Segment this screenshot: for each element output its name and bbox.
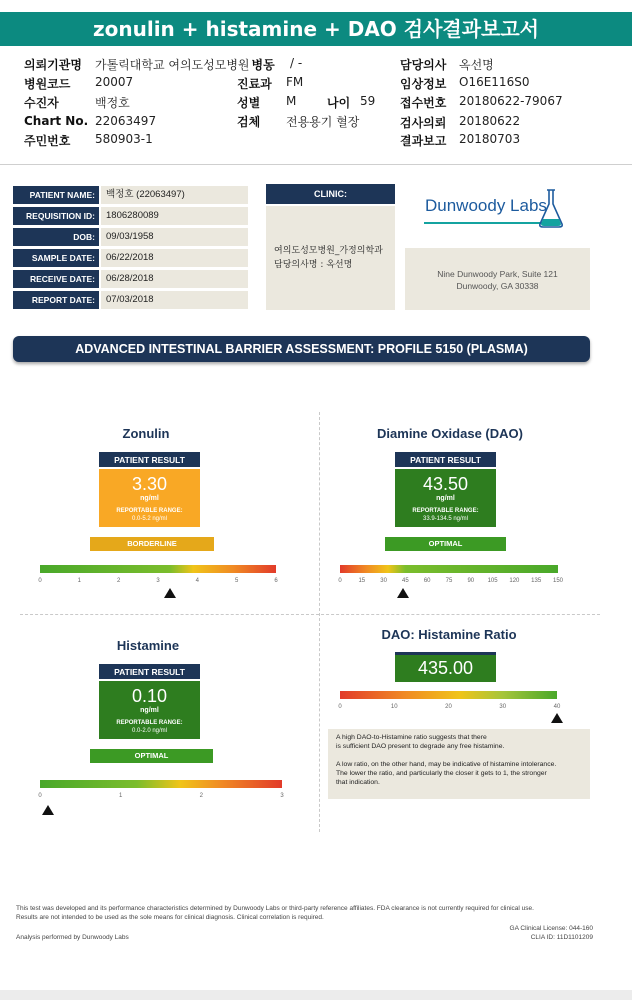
header-label: 검사의뢰 [400, 116, 447, 130]
dao-result-marker [397, 588, 409, 598]
dao-tick-label: 90 [467, 578, 475, 584]
sample-date-label: SAMPLE DATE: [13, 249, 99, 267]
zonulin-tick-label: 4 [195, 578, 199, 584]
dao-tick-label: 105 [487, 578, 498, 584]
zonulin-scale-bar [40, 565, 276, 573]
zonulin-tick-label: 5 [234, 578, 239, 584]
header-value: 22063497 [95, 114, 157, 128]
header-value: 20007 [95, 75, 134, 89]
ratio-note-line: A low ratio, on the other hand, may be indicative of histamine intolerance. [336, 761, 557, 768]
header-value: 580903-1 [95, 132, 153, 146]
ratio-tick-label: 30 [499, 704, 507, 710]
zonulin-tick-label: 3 [156, 578, 160, 584]
header-value: 20180622 [459, 114, 521, 128]
header-value: 59 [360, 94, 376, 108]
dob-value: 09/03/1958 [101, 228, 248, 246]
header-label: 성별 [237, 96, 261, 110]
requisition-id-value: 1806280089 [101, 207, 248, 225]
dao-value: 43.50 [422, 474, 469, 494]
zonulin-title: Zonulin [122, 426, 170, 441]
license-line: GA Clinical License: 044-160 [509, 925, 593, 932]
ratio-result-box [395, 652, 496, 682]
receive-date-label: RECEIVE DATE: [13, 270, 99, 288]
header-label: 수진자 [24, 96, 59, 110]
header-label: 나이 [327, 96, 351, 110]
zonulin-result-box [99, 469, 200, 527]
zonulin-unit: ng/ml [140, 495, 159, 502]
report-date-value: 07/03/2018 [101, 291, 248, 309]
clinic-header: CLINIC: [266, 184, 395, 204]
header-value: 백정호 [95, 96, 130, 110]
header-label: 주민번호 [24, 134, 71, 148]
histamine-tick-label: 1 [118, 793, 123, 799]
ratio-note-line: is sufficient DAO present to degrade any free histamine. [336, 743, 505, 750]
disclaimer-line: This test was developed and its performance characteristics determined by Dunwoody Labs or third-party reference affiliates. FDA clearance is not currently required for clinical use. [16, 905, 534, 912]
dao-tick-label: 45 [402, 578, 409, 584]
disclaimer-line: Results are not intended to be used as the sole means for clinical diagnosis. Clinical correlation is required. [16, 914, 324, 921]
zonulin-result-header: PATIENT RESULT [99, 452, 200, 469]
histamine-result-marker [42, 805, 54, 815]
page-bottom-edge [0, 990, 632, 1000]
lab-address-line1: Nine Dunwoody Park, Suite 121 [437, 269, 558, 279]
dao-scale-bar [340, 565, 558, 573]
zonulin-tick-label: 6 [274, 578, 278, 584]
ratio-tick-label: 10 [390, 704, 398, 710]
header-label: 의뢰기관명 [24, 58, 82, 72]
dao-unit: ng/ml [436, 495, 455, 502]
ratio-note-line: that indication. [336, 779, 380, 786]
zonulin-value: 3.30 [131, 474, 168, 494]
dao-tick-label: 60 [423, 578, 431, 584]
header-value: / - [290, 56, 303, 70]
ratio-result-marker [551, 713, 563, 723]
histamine-tick-label: 0 [38, 793, 42, 799]
zonulin-status: BORDERLINE [90, 537, 214, 551]
dao-status: OPTIMAL [385, 537, 506, 551]
dao-tick-label: 30 [380, 578, 387, 584]
zonulin-range-label: REPORTABLE RANGE: [116, 508, 183, 514]
histamine-unit: ng/ml [140, 707, 159, 714]
header-divider [0, 164, 632, 165]
requisition-id-label: REQUISITION ID: [13, 207, 99, 225]
header-label: 임상정보 [400, 77, 447, 91]
histamine-range: 0.0-2.0 ng/ml [131, 728, 168, 734]
histamine-value: 0.10 [131, 686, 168, 706]
dao-result-header: PATIENT RESULT [395, 452, 496, 469]
panel-divider-horizontal [20, 614, 600, 615]
dao-tick-label: 0 [338, 578, 342, 584]
zonulin-range: 0.0-5.2 ng/ml [131, 516, 168, 522]
dao-tick-label: 75 [445, 578, 453, 584]
header-value: 20180703 [459, 132, 521, 146]
histamine-scale-bar [40, 780, 282, 788]
header-value: 가톨릭대학교 여의도성모병원 [95, 58, 250, 72]
patient-name-label: PATIENT NAME: [13, 186, 99, 204]
assessment-banner: ADVANCED INTESTINAL BARRIER ASSESSMENT: PROFILE 5150 (PLASMA) [13, 336, 590, 362]
zonulin-tick-label: 0 [38, 578, 42, 584]
dao-result-box [395, 469, 496, 527]
ratio-note-line: A high DAO-to-Histamine ratio suggests that there [336, 734, 487, 741]
zonulin-tick-label: 2 [116, 578, 121, 584]
ratio-tick-label: 20 [445, 704, 452, 710]
clinic-name: 여의도성모병원_가정의학과 [274, 246, 383, 256]
header-label: 담당의사 [400, 58, 447, 72]
clinic-info [266, 206, 395, 310]
header-value: O16E116S0 [459, 75, 530, 89]
dao-range: 33.9-134.5 ng/ml [422, 516, 469, 522]
ratio-tick-label: 0 [338, 704, 342, 710]
dao-tick-label: 15 [358, 578, 366, 584]
zonulin-tick-label: 1 [77, 578, 81, 584]
header-value: 전용용기 혈장 [286, 115, 360, 129]
dao-range-label: REPORTABLE RANGE: [412, 508, 479, 514]
header-label: 진료과 [237, 77, 272, 91]
report-title: zonulin + histamine + DAO 검사결과보고서 [0, 12, 632, 46]
header-label: 병동 [251, 58, 275, 72]
panel-divider-vertical [319, 412, 320, 832]
histamine-title: Histamine [116, 638, 180, 653]
header-value: 옥선명 [459, 58, 494, 72]
histamine-tick-label: 2 [199, 793, 203, 799]
ratio-note [328, 729, 590, 799]
lab-address [405, 248, 590, 310]
flask-icon [536, 186, 566, 230]
footer-performed: Analysis performed by Dunwoody Labs [16, 934, 129, 941]
logo-underline [424, 222, 548, 224]
clia-line: CLIA ID: 11D1101209 [530, 934, 593, 941]
patient-name-value: 백정호 (22063497) [101, 186, 248, 204]
ratio-value: 435.00 [417, 658, 474, 678]
header-label: 접수번호 [400, 96, 447, 110]
histamine-status: OPTIMAL [90, 749, 213, 763]
dao-title: Diamine Oxidase (DAO) [377, 426, 523, 441]
dob-label: DOB: [13, 228, 99, 246]
footer-license [440, 924, 593, 942]
header-label: 병원코드 [24, 77, 71, 91]
lab-address-line2: Dunwoody, GA 30338 [456, 281, 539, 291]
header-value: M [286, 94, 297, 108]
ratio-title: DAO: Histamine Ratio [381, 627, 517, 642]
dao-tick-label: 135 [531, 578, 542, 584]
lab-logo: Dunwoody Labs [425, 196, 547, 215]
histamine-result-box [99, 681, 200, 739]
histamine-tick-label: 3 [280, 793, 284, 799]
footer-disclaimer [16, 904, 616, 922]
histamine-result-header: PATIENT RESULT [99, 664, 200, 681]
sample-date-value: 06/22/2018 [101, 249, 248, 267]
header-value: FM [286, 75, 304, 89]
clinic-doctor: 담당의사명 : 옥선명 [274, 260, 353, 270]
zonulin-result-marker [164, 588, 176, 598]
dao-tick-label: 150 [552, 578, 564, 584]
dao-tick-label: 120 [509, 578, 520, 584]
receive-date-value: 06/28/2018 [101, 270, 248, 288]
header-label: 결과보고 [400, 134, 447, 148]
header-label: Chart No. [24, 114, 89, 128]
report-date-label: REPORT DATE: [13, 291, 99, 309]
histamine-range-label: REPORTABLE RANGE: [116, 720, 183, 726]
ratio-tick-label: 40 [553, 704, 561, 710]
header-value: 20180622-79067 [459, 94, 563, 108]
header-label: 검체 [237, 115, 261, 129]
ratio-note-line: The lower the ratio, and particularly the closer it gets to 1, the stronger [336, 770, 547, 777]
ratio-scale-bar [340, 691, 557, 699]
